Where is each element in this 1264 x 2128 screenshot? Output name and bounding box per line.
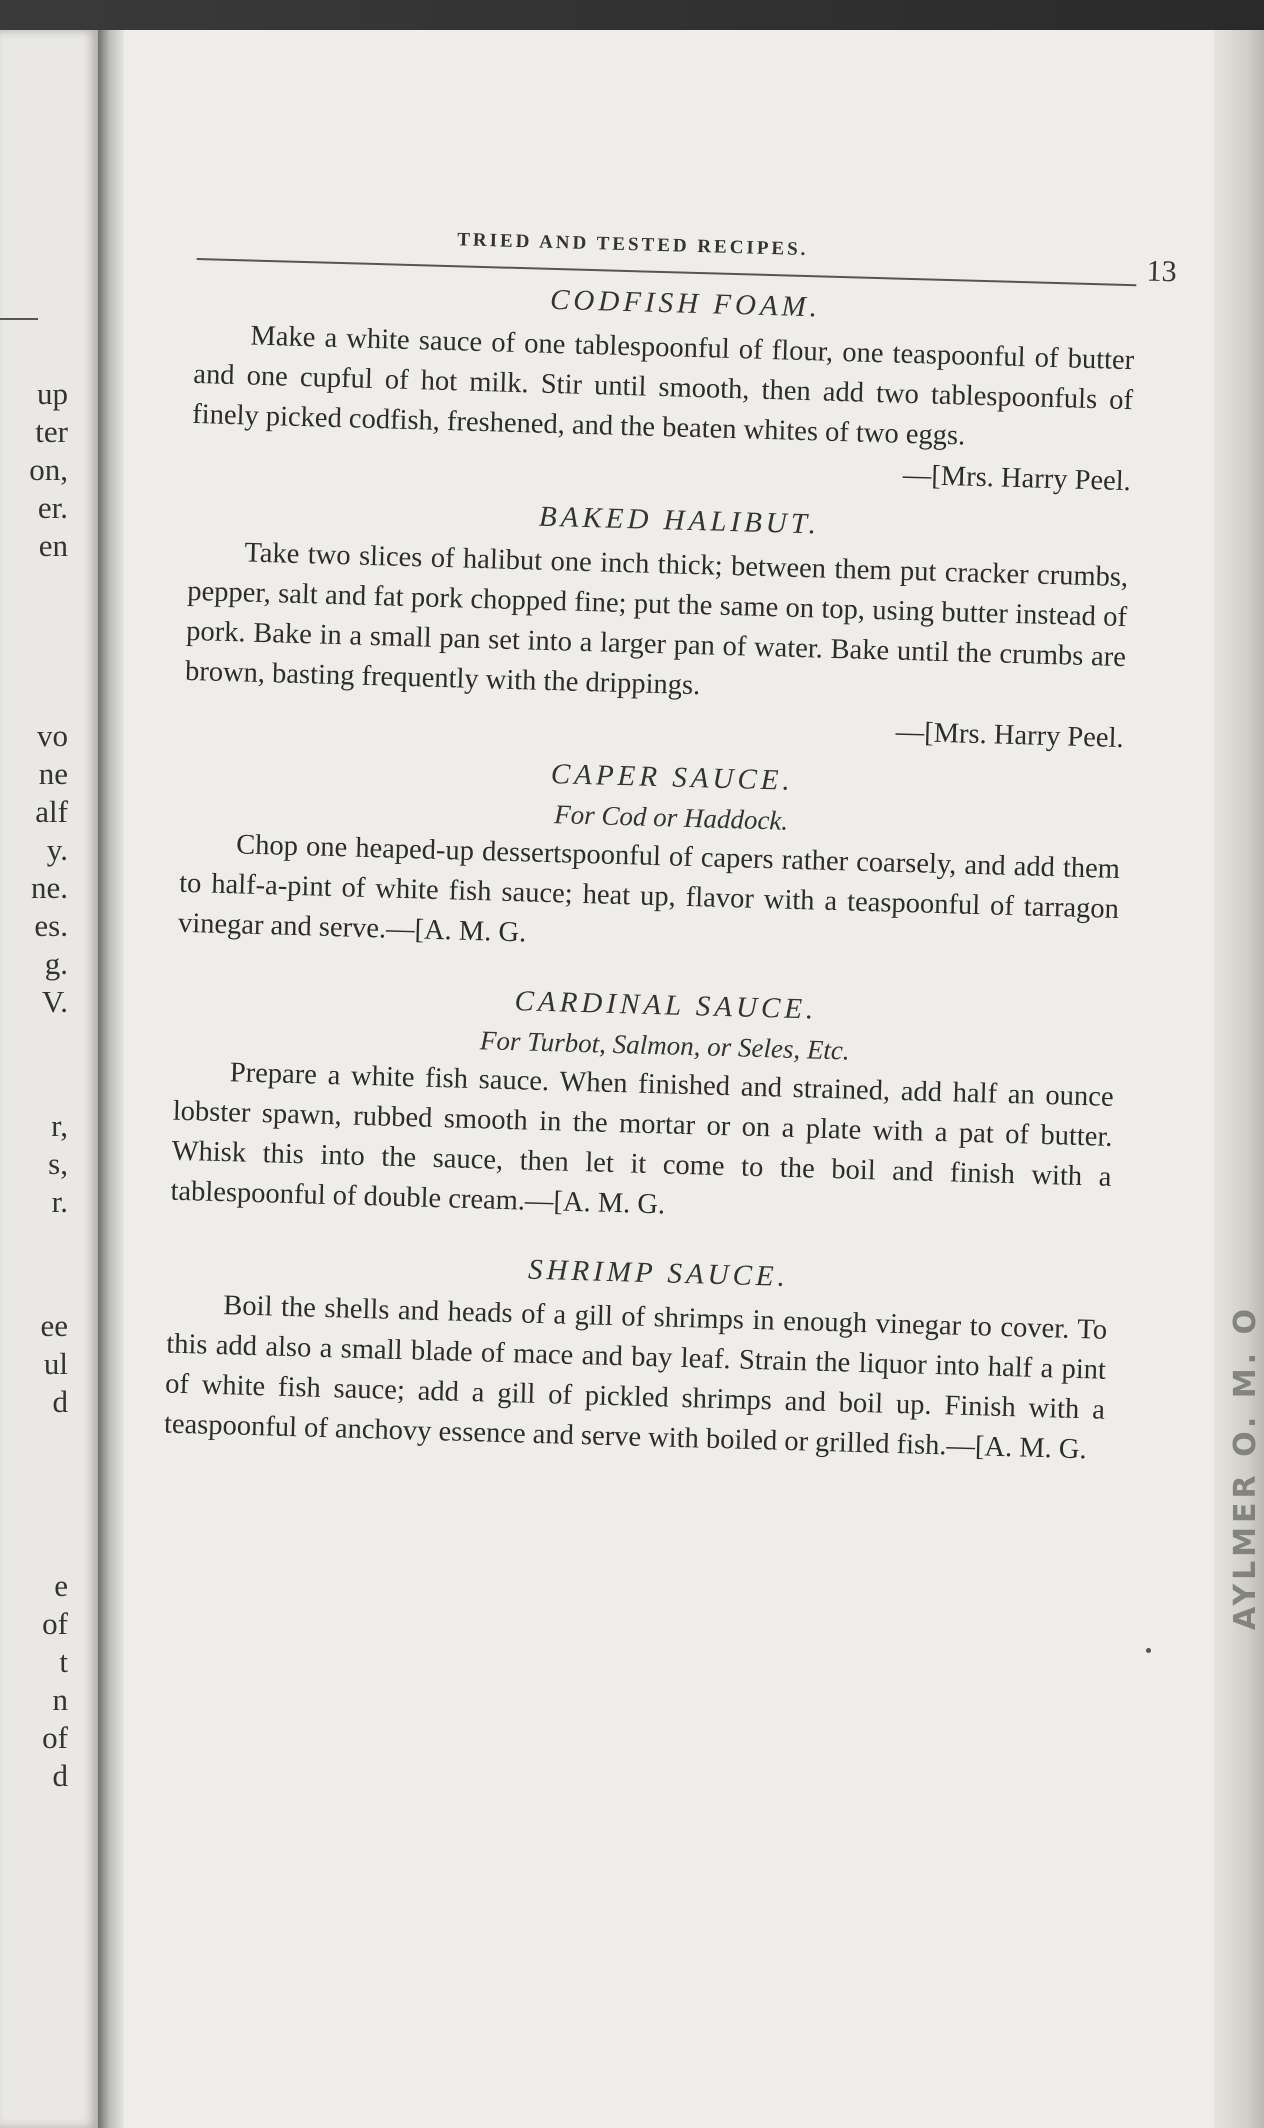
facing-page-fragment: ul: [43, 1346, 68, 1381]
recipe-caper-sauce: [178, 748, 1163, 971]
facing-page-fragment: ne: [38, 756, 68, 791]
facing-page-fragment: en: [38, 528, 68, 563]
recipe-body: Boil the shells and heads of a gill of shrimps in enough vinegar to cover. To this add also a small blade of mace and bay leaf. Strain the liquor into half a pint of white fish sauce; add a gill of pickled shrimps and boil up. Finish with a teaspoonful of anchovy essence and serve with boiled or grilled fish.—[A. M. G.: [163, 1290, 1108, 1466]
recipe-title: CAPER SAUCE.: [550, 758, 795, 797]
facing-page-rule: [0, 318, 38, 320]
recipe-title: BAKED HALIBUT.: [538, 500, 821, 541]
page-number: 13: [1146, 254, 1178, 289]
facing-page-fragment: of: [42, 1606, 68, 1641]
running-head: TRIED AND TESTED RECIPES.: [456, 229, 809, 261]
recipe-body: Make a white sauce of one tablespoonful of flour, one teaspoonful of butter and one cupful of hot milk. Stir until smooth, then add two tablespoonfuls of finely picked codfish, freshened, and the beaten whites of two eggs.: [191, 320, 1135, 452]
facing-page-fragment: of: [42, 1720, 68, 1755]
recipe-body: Take two slices of halibut one inch thick; between them put cracker crumbs, pepper, salt and fat pork chopped fine; put the same on top, using butter instead of pork. Bake in a small pan set into a larger pan of water. Bake until the crumbs are brown, basting frequently with the drippings.: [184, 537, 1129, 702]
facing-page-fragment: g.: [44, 946, 68, 981]
facing-page: [0, 30, 98, 2128]
facing-page-fragment: s,: [48, 1146, 68, 1181]
recipe-shrimp-sauce: [164, 1244, 1149, 1472]
page-header: [197, 210, 1178, 289]
facing-page-fragment: on,: [29, 452, 68, 487]
book-page: [98, 30, 1264, 2128]
page-fore-edge: [1214, 30, 1264, 2128]
facing-page-fragment: vo: [37, 718, 68, 753]
edge-stamp: AYLMER O. M. O: [1228, 1305, 1263, 1630]
facing-page-fragment: r.: [51, 1184, 68, 1219]
recipe-body: Chop one heaped-up dessertspoonful of capers rather coarsely, and add them to half-a-pint of white fish sauce; heat up, flavor with a teaspoonful of tarragon vinegar and serve.—[A. M. G.: [177, 829, 1121, 949]
facing-page-fragment: e: [54, 1568, 68, 1603]
facing-page-fragment: n: [52, 1682, 68, 1717]
recipe-cardinal-sauce: [170, 976, 1156, 1239]
facing-page-fragment: er.: [37, 490, 68, 525]
recipe-attribution: —[Mrs. Harry Peel.: [902, 459, 1132, 498]
recipe-subtitle: For Cod or Haddock.: [553, 799, 789, 836]
facing-page-fragment: r,: [51, 1108, 68, 1143]
facing-page-fragment: V.: [41, 984, 68, 1019]
facing-page-fragment: ne.: [30, 870, 68, 905]
facing-page-fragment: ee: [40, 1308, 68, 1343]
facing-page-fragment: alf: [35, 794, 68, 829]
page-content: [151, 210, 1178, 1937]
recipe-title: CARDINAL SAUCE.: [514, 985, 818, 1026]
facing-page-fragment: d: [52, 1384, 68, 1419]
ink-speck: [1146, 1648, 1151, 1653]
recipe-subtitle: For Turbot, Salmon, or Seles, Etc.: [479, 1025, 851, 1066]
facing-page-fragment: y.: [46, 832, 68, 867]
page-gutter: [98, 30, 124, 2128]
recipe-codfish-foam: [191, 274, 1176, 504]
facing-page-fragment: t: [59, 1644, 68, 1679]
facing-page-fragment: up: [37, 376, 68, 411]
recipe-body: Prepare a white fish sauce. When finished and strained, add half an ounce lobster spawn, rubbed smooth in the mortar or on a plate with a pat of butter. Whisk this into the sauce, then let it come to the boil and finish with a tablespoonful of double cream.—[A. M. G.: [170, 1057, 1115, 1221]
recipe-baked-halibut: [183, 491, 1169, 761]
facing-page-fragment: ter: [35, 414, 68, 449]
recipe-attribution: —[Mrs. Harry Peel.: [895, 716, 1125, 755]
recipe-title: CODFISH FOAM.: [549, 283, 822, 324]
facing-page-fragment: d: [52, 1758, 68, 1793]
recipe-title: SHRIMP SAUCE.: [527, 1253, 790, 1293]
facing-page-fragment: es.: [34, 908, 68, 943]
